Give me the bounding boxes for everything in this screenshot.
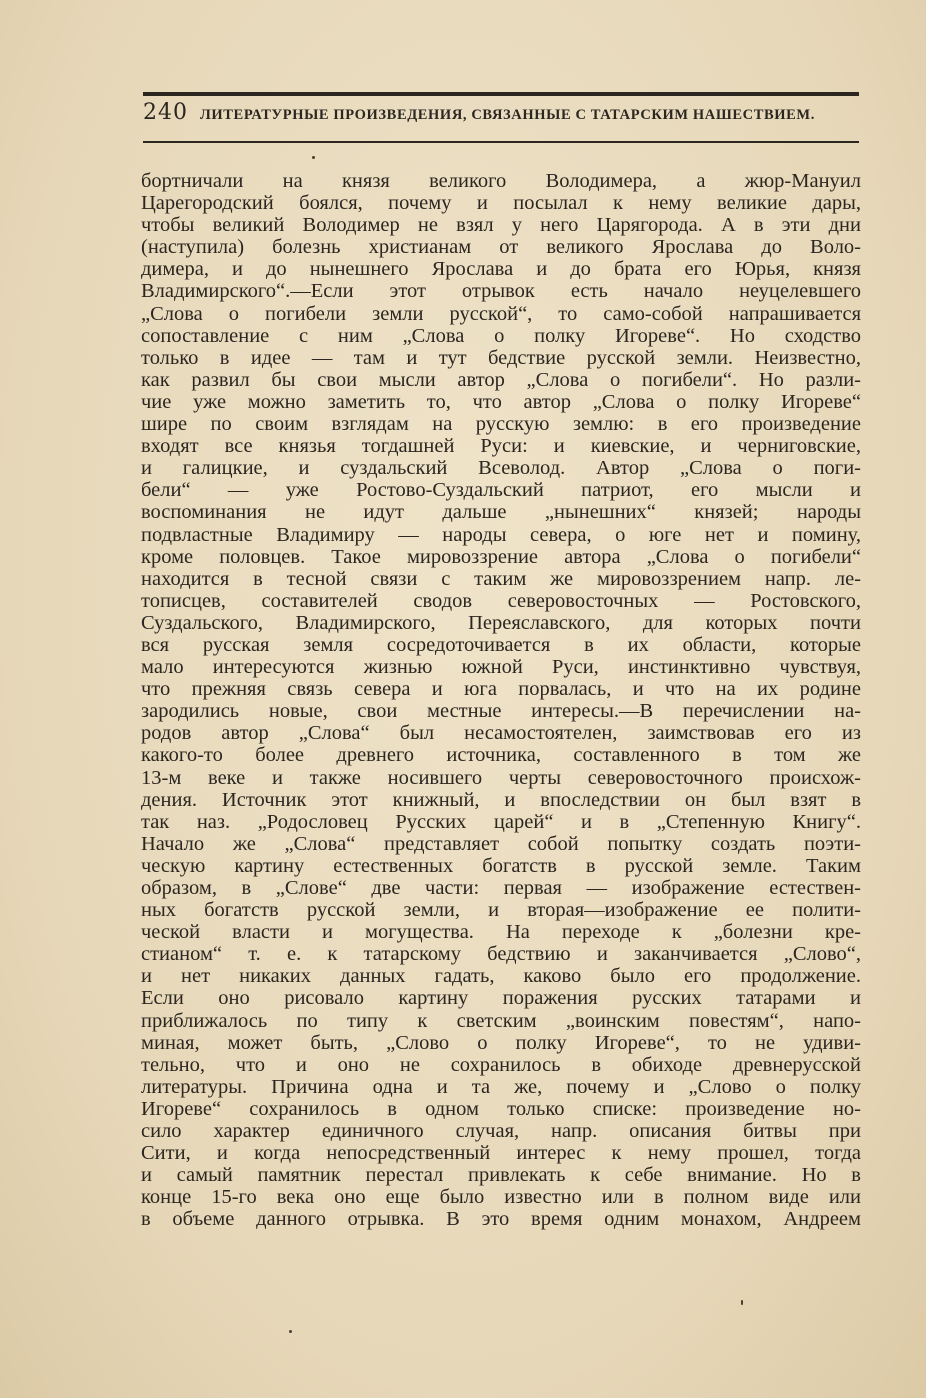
text-line: конце 15-го века оно еще было известно или в полном виде или bbox=[141, 1186, 861, 1209]
text-line: шире по своим взглядам на русскую землю: в его произведение bbox=[141, 413, 861, 436]
text-line: мало интересуются жизнью южной Руси, инстинктивно чувствуя, bbox=[141, 656, 861, 679]
text-line: приближалось по типу к светским „воинским повестям“, напо- bbox=[141, 1009, 861, 1032]
running-head-title: ЛИТЕРАТУРНЫЕ ПРОИЗВЕДЕНИЯ, СВЯЗАННЫЕ С ТАТАРСКИМ НАШЕСТВИЕМ. bbox=[200, 107, 815, 123]
text-line: Владимирского“.—Если этот отрывок есть начало неуцелевшего bbox=[141, 280, 861, 303]
text-line: сопоставление с ним „Слова о полку Игореве“. Но сходство bbox=[141, 324, 861, 347]
text-line: Сити, и когда непосредственный интерес к нему прошел, тогда bbox=[141, 1142, 861, 1165]
text-line: бортничали на князя великого Володимера, а жюр-Мануил bbox=[141, 170, 861, 192]
text-line: входят все князья тогдашней Руси: и киевские, и черниговские, bbox=[141, 435, 861, 458]
text-line: и галицкие, и суздальский Всеволод. Автор „Слова о поги- bbox=[141, 457, 861, 480]
text-line: (наступила) болезнь христианам от великого Ярослава до Воло- bbox=[141, 236, 861, 259]
text-line: подвластные Владимиру — народы севера, о юге нет и помину, bbox=[141, 523, 861, 546]
text-line: литературы. Причина одна и та же, почему и „Слово о полку bbox=[141, 1075, 861, 1098]
text-line: вся русская земля сосредоточивается в их области, которые bbox=[141, 633, 861, 656]
text-line: Начало же „Слова“ представляет собой попытку создать поэти- bbox=[141, 832, 861, 855]
text-line: Суздальского, Владимирского, Переяславского, для которых почти bbox=[141, 611, 861, 634]
running-head bbox=[143, 100, 859, 130]
text-line: как развил бы свои мысли автор „Слова о погибели“. Но разли- bbox=[141, 368, 861, 391]
text-line: ных богатств русской земли, и вторая—изображение ее полити- bbox=[141, 899, 861, 922]
text-line: тописцев, составителей сводов северовосточных — Ростовского, bbox=[141, 589, 861, 612]
text-line: бели“ — уже Ростово-Суздальский патриот, его мысли и bbox=[141, 479, 861, 502]
text-line: что прежняя связь севера и юга порвалась, и что на их родине bbox=[141, 678, 861, 701]
body-text bbox=[141, 170, 861, 1231]
text-line: зародились новые, свои местные интересы.—В перечислении на- bbox=[141, 700, 861, 723]
text-line: ческую картину естественных богатств в русской земле. Таким bbox=[141, 854, 861, 877]
text-line: Царегородский боялся, почему и посылал к нему великие дары, bbox=[141, 192, 861, 215]
text-line: и самый памятник перестал привлекать к себе внимание. Но в bbox=[141, 1164, 861, 1187]
text-line: миная, может быть, „Слово о полку Игореве“, то не удиви- bbox=[141, 1031, 861, 1054]
text-line: чие уже можно заметить то, что автор „Слова о полку Игореве“ bbox=[141, 390, 861, 413]
text-line: находится в тесной связи с таким же мировоззрением напр. ле- bbox=[141, 567, 861, 590]
print-speck bbox=[289, 1330, 292, 1333]
text-line: кроме половцев. Такое мировоззрение автора „Слова о погибели“ bbox=[141, 545, 861, 568]
text-line: только в идее — там и тут бедствие русской земли. Неизвестно, bbox=[141, 346, 861, 369]
text-line: 13-м веке и также носившего черты северовосточного происхож- bbox=[141, 766, 861, 789]
text-line: воспоминания не идут дальше „нынешних“ князей; народы bbox=[141, 501, 861, 524]
text-line: сило характер единичного случая, напр. описания битвы при bbox=[141, 1120, 861, 1143]
text-line: какого-то более древнего источника, составленного в том же bbox=[141, 744, 861, 767]
text-line: димера, и до нынешнего Ярослава и до брата его Юрья, князя bbox=[141, 258, 861, 281]
text-line: так наз. „Родословец Русских царей“ и в „Степенную Книгу“. bbox=[141, 810, 861, 833]
page-number: 240 bbox=[143, 100, 188, 125]
text-line: в объеме данного отрывка. В это время одним монахом, Андреем bbox=[141, 1208, 861, 1231]
text-line: тельно, что и оно не сохранилось в обиходе древнерусской bbox=[141, 1053, 861, 1076]
header-rule-top bbox=[143, 92, 859, 96]
text-line: ческой власти и могущества. На переходе к „болезни кре- bbox=[141, 921, 861, 944]
text-line: образом, в „Слове“ две части: первая — изображение естествен- bbox=[141, 877, 861, 899]
header-rule-bottom bbox=[143, 141, 859, 143]
text-line: и нет никаких данных гадать, каково было его продолжение. bbox=[141, 965, 861, 988]
text-line: чтобы великий Володимер не взял у него Царягорода. А в эти дни bbox=[141, 214, 861, 237]
text-line: Если оно рисовало картину поражения русских татарами и bbox=[141, 987, 861, 1010]
text-line: Игореве“ сохранилось в одном только списке: произведение но- bbox=[141, 1097, 861, 1120]
text-line: стианом“ т. е. к татарскому бедствию и заканчивается „Слово“, bbox=[141, 943, 861, 966]
print-speck bbox=[741, 1300, 743, 1305]
text-line: „Слова о погибели земли русской“, то само-собой напрашивается bbox=[141, 302, 861, 325]
text-line: дения. Источник этот книжный, и впоследствии он был взят в bbox=[141, 788, 861, 811]
text-line: родов автор „Слова“ был несамостоятелен, заимствовав его из bbox=[141, 722, 861, 745]
print-speck bbox=[312, 156, 315, 159]
